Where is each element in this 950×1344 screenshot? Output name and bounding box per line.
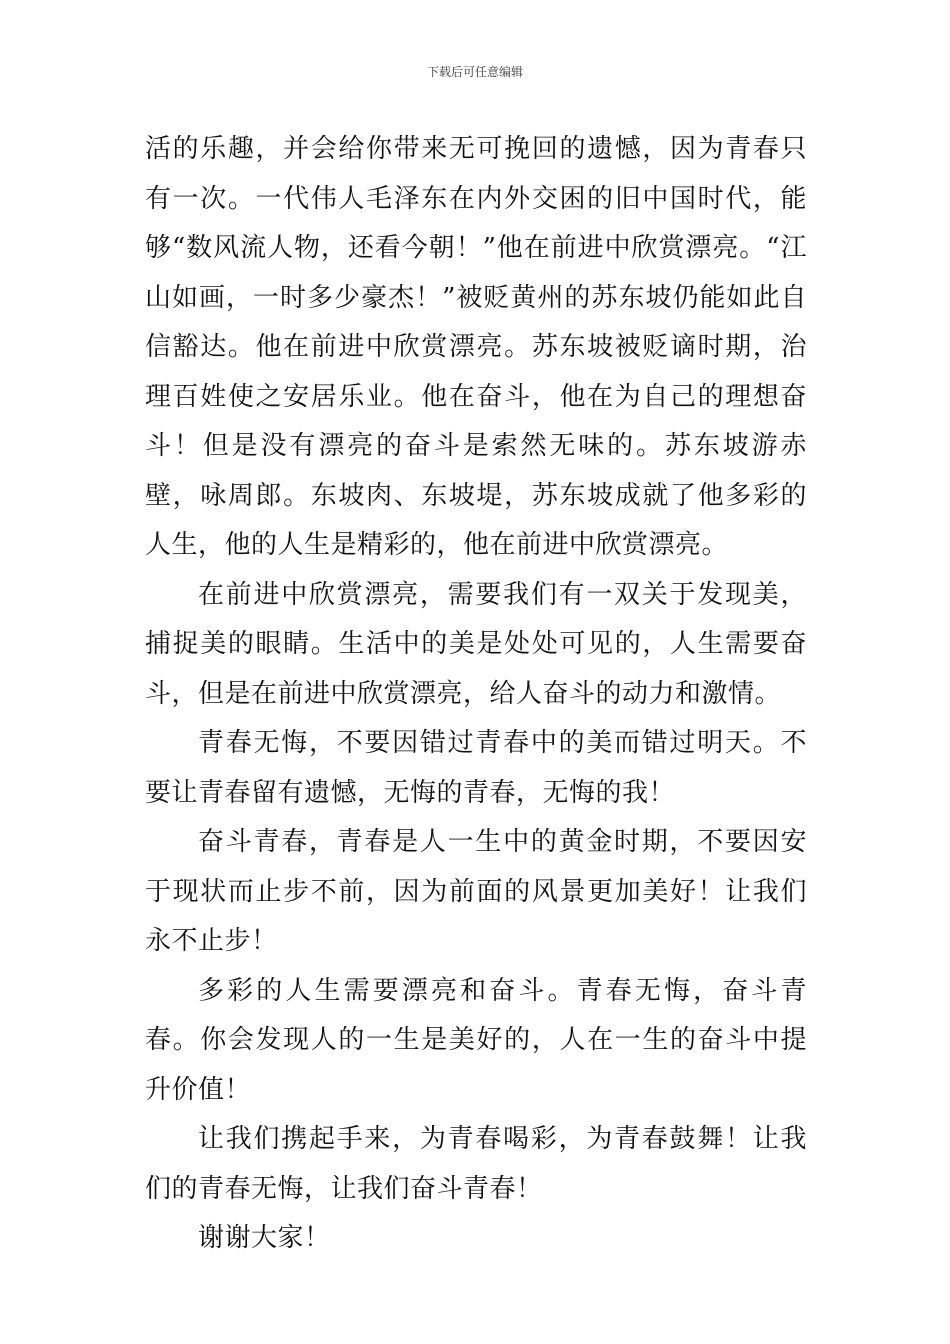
paragraph: 让我们携起手来，为青春喝彩，为青春鼓舞！让我们的青春无悔，让我们奋斗青春！: [145, 1124, 807, 1204]
paragraph: 在前进中欣赏漂亮，需要我们有一双关于发现美，捕捉美的眼睛。生活中的美是处处可见的，人生需要奋斗，但是在前进中欣赏漂亮，给人奋斗的动力和激情。: [145, 579, 807, 709]
paragraph: 奋斗青春，青春是人一生中的黄金时期，不要因安于现状而止步不前，因为前面的风景更加美好！让我们永不止步！: [145, 827, 807, 956]
closing-line: 谢谢大家！: [198, 1223, 331, 1253]
paragraph-continued: 活的乐趣，并会给你带来无可挽回的遗憾，因为青春只有一次。一代伟人毛泽东在内外交困的旧中国时代，能够“数风流人物，还看今朝！”他在前进中欣赏漂亮。“江山如画，一时多少豪杰！”被贬黄州的苏东坡仍能如此自信豁达。他在前进中欣赏漂亮。苏东坡被贬谪时期，治理百姓使之安居乐业。他在奋斗，他在为自己的理想奋斗！但是没有漂亮的奋斗是索然无味的。苏东坡游赤壁，咏周郎。东坡肉、东坡堤，苏东坡成就了他多彩的人生，他的人生是精彩的，他在前进中欣赏漂亮。: [145, 134, 807, 560]
paragraph: 青春无悔，不要因错过青春中的美而错过明天。不要让青春留有遗憾，无悔的青春，无悔的我！: [145, 728, 807, 808]
paragraph: 多彩的人生需要漂亮和奋斗。青春无悔，奋斗青春。你会发现人的一生是美好的，人在一生的奋斗中提升价值！: [145, 975, 807, 1105]
document-body: [145, 125, 807, 1264]
page-header: 下载后可任意编辑: [426, 65, 523, 79]
